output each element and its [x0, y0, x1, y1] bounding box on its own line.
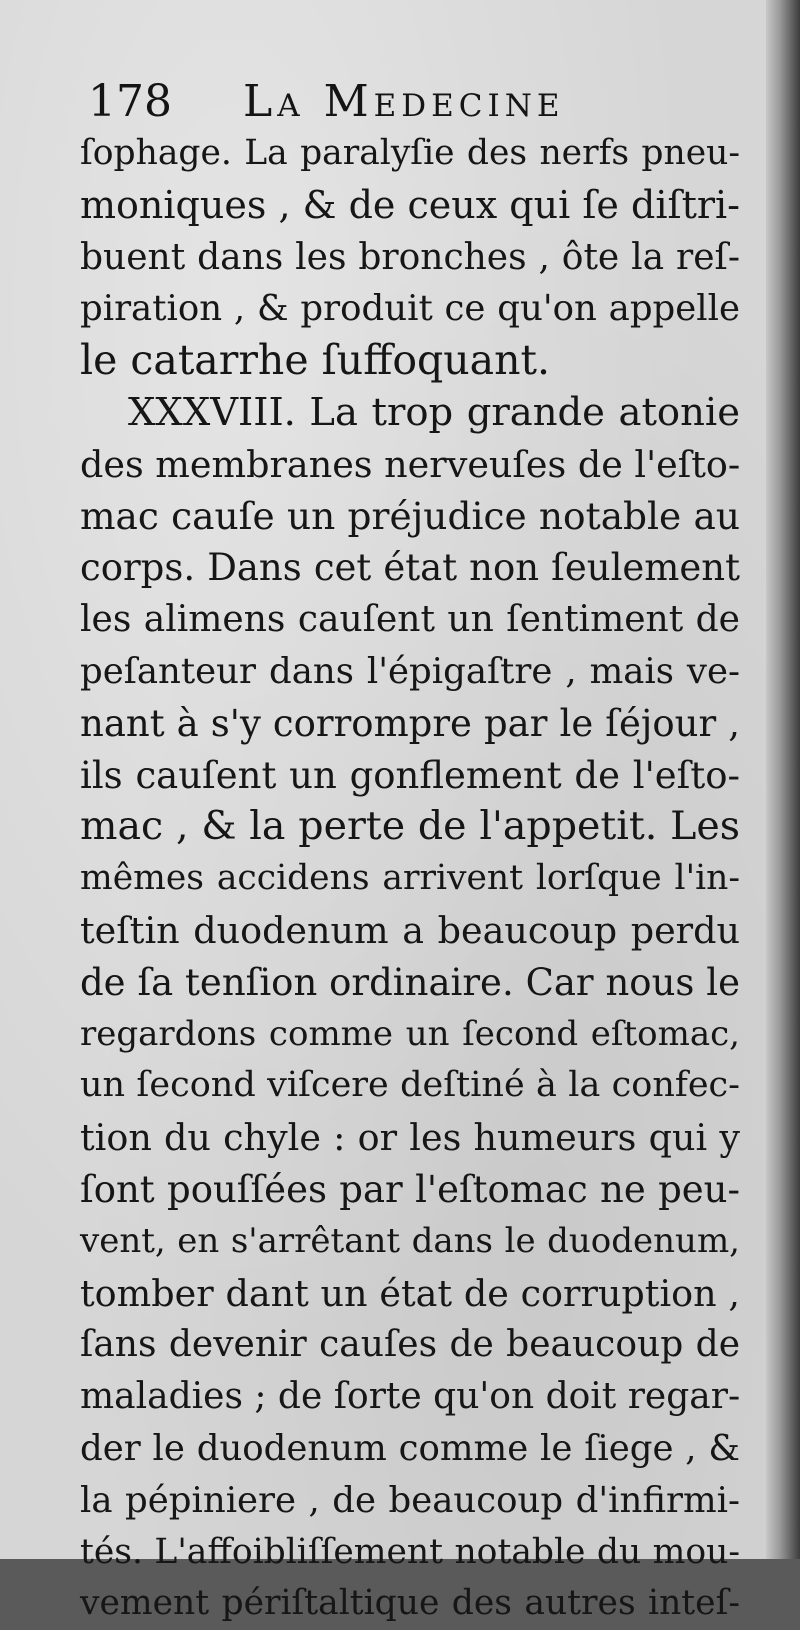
text-line: vent, en s'arrêtant dans le duodenum, [80, 1220, 740, 1261]
text-line: mêmes accidens arrivent lorſque l'in- [80, 858, 740, 899]
text-line: tomber dant un état de corruption , [80, 1271, 740, 1315]
page-number: 178 [88, 76, 172, 127]
text-line: piration , & produit ce qu'on appelle [80, 288, 740, 330]
running-title: La Medecine [243, 76, 565, 127]
page-edge-shadow [766, 0, 800, 1559]
text-line: corps. Dans cet état non ſeulement [80, 546, 740, 590]
text-line: nant à s'y corrompre par le ſéjour , [80, 701, 740, 745]
running-header [88, 72, 728, 132]
text-line: vement périſtaltique des autres inteſ- [80, 1583, 740, 1624]
text-line: ſont pouſſées par l'eſtomac ne peu- [80, 1167, 740, 1211]
text-line: ſophage. La paralyſie des nerfs pneu- [80, 133, 740, 173]
text-line: peſanteur dans l'épigaſtre , mais ve- [80, 650, 740, 692]
text-line: mac , & la perte de l'appetit. Les [80, 803, 740, 850]
text-line: ils cauſent un gonflement de l'eſto- [80, 753, 740, 797]
text-line: le catarrhe ſuffoquant. [80, 336, 551, 385]
text-line: de ſa tenſion ordinaire. Car nous le [80, 960, 740, 1004]
text-line: maladies ; de ſorte qu'on doit regar- [80, 1376, 741, 1418]
text-line: ſans devenir cauſes de beaucoup de [80, 1324, 740, 1366]
text-line: moniques , & de ceux qui ſe diſtri- [80, 182, 740, 227]
paragraph-start-line: XXXVIII. La trop grande atonie [128, 389, 740, 435]
text-line: la pépiniere , de beaucoup d'infirmi- [80, 1479, 740, 1521]
text-line: les alimens cauſent un ſentiment de [80, 599, 740, 641]
text-line: des membranes nerveuſes de l'eſto- [80, 442, 741, 486]
text-line: tion du chyle : or les humeurs qui y [80, 1116, 740, 1160]
body-text [80, 128, 740, 1630]
text-line: tés. L'affoibliſſement notable du mou- [80, 1531, 740, 1572]
text-line: un ſecond viſcere deſtiné à la confec- [80, 1065, 740, 1106]
text-line: mac cauſe un préjudice notable au [80, 493, 740, 538]
text-line: buent dans les bronches , ôte la reſ- [80, 236, 740, 278]
text-line: der le duodenum comme le ſiege , & [80, 1427, 740, 1469]
text-line: teſtin duodenum a beaucoup perdu [80, 908, 740, 952]
text-line: regardons comme un ſecond eſtomac, [80, 1013, 740, 1054]
